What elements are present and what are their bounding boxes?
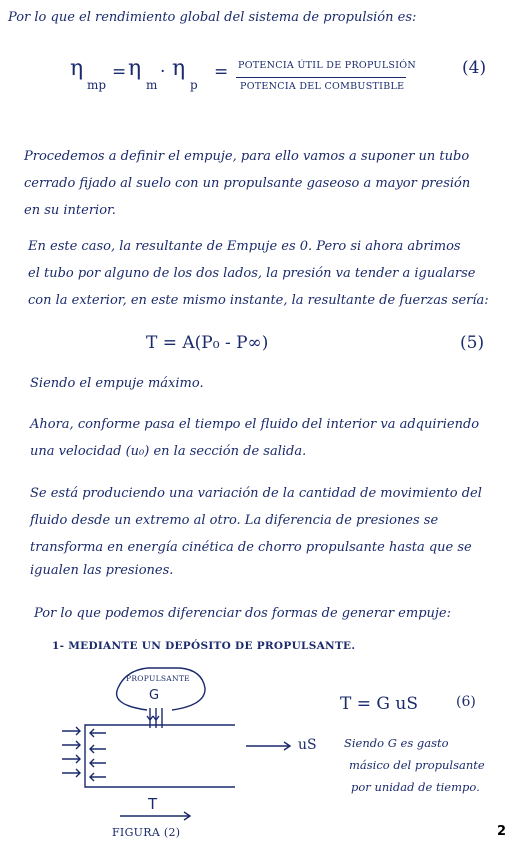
inner-arrow-2: [90, 745, 106, 753]
paragraph-5-line-2: fluido desde un extremo al otro. La diferencia de presiones se: [30, 513, 439, 528]
paragraph-2-line-2: el tubo por alguno de los dos lados, la presión va tender a igualarse: [28, 266, 476, 281]
equation-4-number: (4): [462, 58, 487, 78]
eta-p: η: [172, 56, 186, 81]
dot-sign: ·: [160, 62, 166, 82]
tank-label: PROPULSANTE: [126, 674, 190, 683]
paragraph-3: Siendo el empuje máximo.: [30, 376, 204, 391]
list-item-1: 1- MEDIANTE UN DEPÓSITO DE PROPULSANTE.: [52, 640, 356, 652]
equation-6-number: (6): [456, 694, 476, 710]
equation-6: T = G uS: [340, 694, 418, 714]
exit-velocity-label: uS: [298, 737, 317, 753]
outer-arrow-4: [62, 769, 80, 777]
note-line-3: por unidad de tiempo.: [351, 780, 480, 794]
paragraph-5-line-1: Se está produciendo una variación de la cantidad de movimiento del: [30, 486, 482, 501]
paragraph-2-line-1: En este caso, la resultante de Empuje es 0. Pero si ahora abrimos: [28, 239, 461, 254]
thrust-label: T: [148, 795, 158, 813]
paragraph-4-line-2: una velocidad (u₀) en la sección de salida.: [30, 444, 307, 459]
fraction-denominator: POTENCIA DEL COMBUSTIBLE: [240, 81, 405, 92]
equation-5-number: (5): [460, 333, 485, 353]
paragraph-1-line-2: cerrado fijado al suelo con un propulsante gaseoso a mayor presión: [24, 176, 471, 191]
eta-mp: η: [70, 56, 84, 81]
inner-arrow-3: [90, 759, 106, 767]
paragraph-4-line-1: Ahora, conforme pasa el tiempo el fluido del interior va adquiriendo: [30, 417, 480, 432]
paragraph-5-line-4: igualen las presiones.: [30, 563, 174, 578]
eta-m: η: [128, 56, 142, 81]
equation-5: T = A(P₀ - P∞): [146, 333, 269, 353]
equals-sign-2: =: [214, 62, 229, 82]
note-line-2: másico del propulsante: [349, 758, 485, 772]
figure-caption: FIGURA (2): [112, 826, 181, 839]
thrust-arrow: [120, 812, 190, 820]
intro-text: Por lo que el rendimiento global del sistema de propulsión es:: [8, 10, 417, 25]
paragraph-6: Por lo que podemos diferenciar dos formas de generar empuje:: [34, 606, 451, 621]
sub-p: p: [190, 78, 198, 92]
mass-flow-label: G: [149, 688, 160, 703]
tube-outline: [85, 725, 235, 787]
paragraph-2-line-3: con la exterior, en este mismo instante, la resultante de fuerzas sería:: [28, 293, 489, 308]
sub-mp: mp: [87, 78, 107, 92]
note-line-1: Siendo G es gasto: [344, 736, 449, 750]
page-number: 2: [497, 824, 507, 839]
exit-velocity-arrow: [246, 742, 290, 750]
outer-arrow-3: [62, 755, 80, 763]
outer-arrow-2: [62, 741, 80, 749]
equals-sign-1: =: [112, 62, 127, 82]
paragraph-5-line-3: transforma en energía cinética de chorro propulsante hasta que se: [30, 540, 472, 555]
inner-arrow-1: [90, 729, 106, 737]
sub-m: m: [146, 78, 158, 92]
fraction-numerator: POTENCIA ÚTIL DE PROPULSIÓN: [238, 60, 416, 71]
paragraph-1-line-1: Procedemos a definir el empuje, para ello vamos a suponer un tubo: [24, 149, 470, 164]
outer-arrow-1: [62, 727, 80, 735]
paragraph-1-line-3: en su interior.: [24, 203, 116, 218]
inner-arrow-4: [90, 773, 106, 781]
